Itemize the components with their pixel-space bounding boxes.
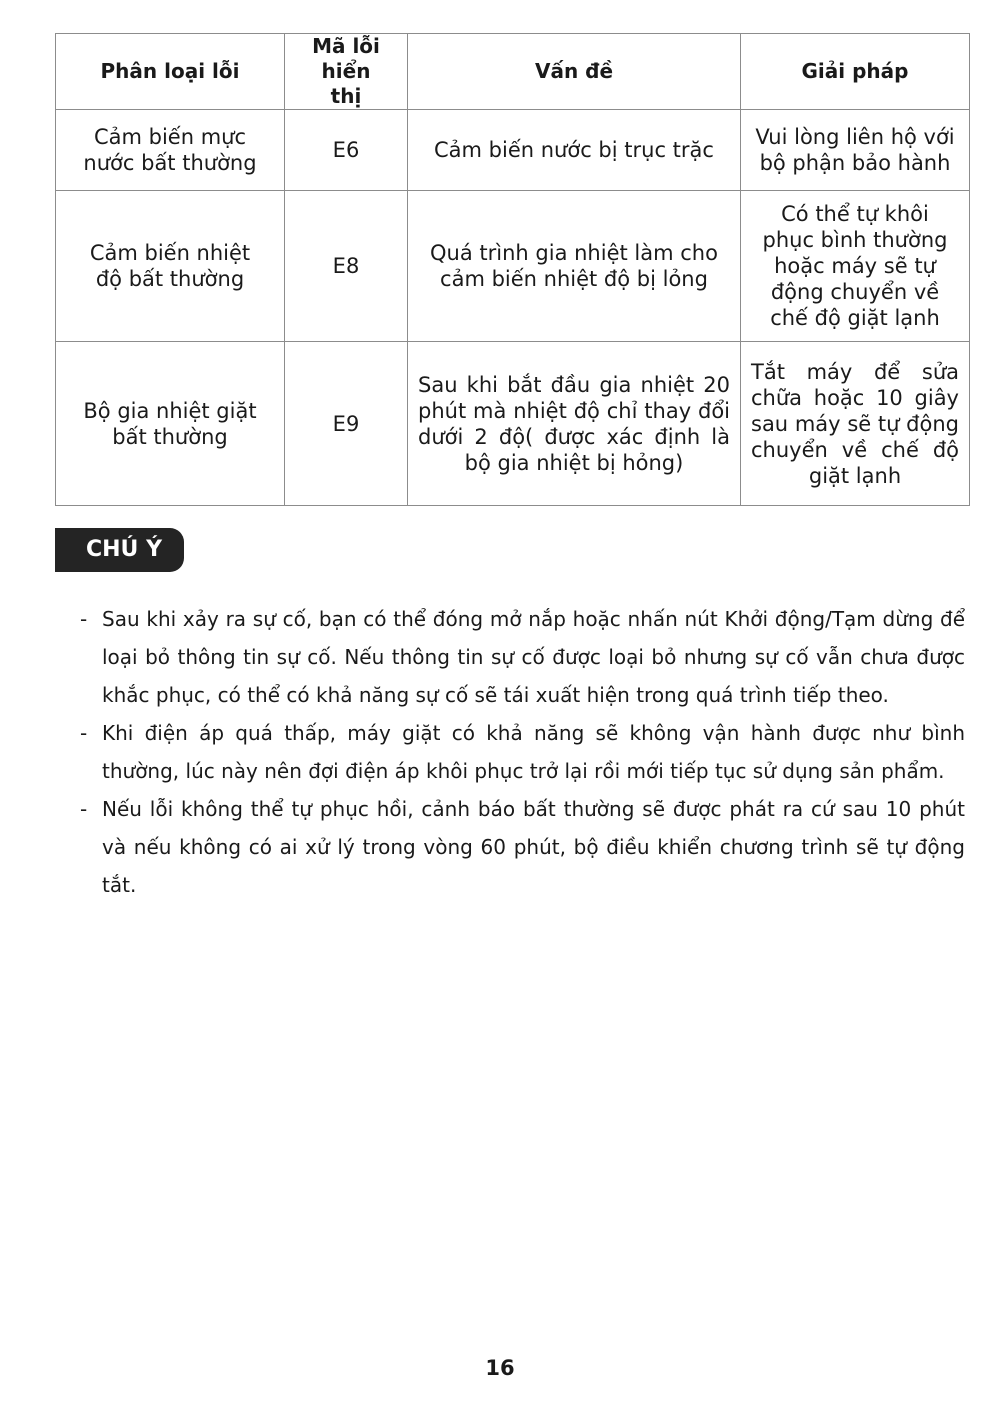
table-row xyxy=(56,110,970,191)
cell-problem: Quá trình gia nhiệt làm cho cảm biến nhiệt độ bị lỏng xyxy=(408,191,741,342)
cell-solution: Tắt máy để sửa chữa hoặc 10 giây sau máy sẽ tự động chuyển về chế độ giặt lạnh xyxy=(741,342,970,506)
header-code: Mã lỗi hiển thị xyxy=(285,34,408,110)
cell-code: E8 xyxy=(285,191,408,342)
table-row xyxy=(56,342,970,506)
note-text: Sau khi xảy ra sự cố, bạn có thể đóng mở nắp hoặc nhấn nút Khởi động/Tạm dừng để loại bỏ thông tin sự cố. Nếu thông tin sự cố được loại bỏ nhưng sự cố vẫn chưa được khắc phục, có thể có khả năng sự cố sẽ tái xuất hiện trong quá trình tiếp theo. xyxy=(102,607,965,707)
header-solution: Giải pháp xyxy=(741,34,970,110)
cell-problem: Sau khi bắt đầu gia nhiệt 20 phút mà nhiệt độ chỉ thay đổi dưới 2 độ( được xác định là bộ gia nhiệt bị hỏng) xyxy=(408,342,741,506)
cell-category: Cảm biến nhiệt độ bất thường xyxy=(56,191,285,342)
note-badge: CHÚ Ý xyxy=(55,528,184,572)
table-row xyxy=(56,191,970,342)
header-category: Phân loại lỗi xyxy=(56,34,285,110)
note-item xyxy=(80,714,965,790)
cell-category: Bộ gia nhiệt giặt bất thường xyxy=(56,342,285,506)
note-bullet: - xyxy=(80,607,88,631)
note-text: Khi điện áp quá thấp, máy giặt có khả năng sẽ không vận hành được như bình thường, lúc này nên đợi điện áp khôi phục trở lại rồi mới tiếp tục sử dụng sản phẩm. xyxy=(102,721,965,783)
note-item xyxy=(80,790,965,904)
cell-solution: Có thể tự khôi phục bình thường hoặc máy sẽ tự động chuyển về chế độ giặt lạnh xyxy=(741,191,970,342)
note-text: Nếu lỗi không thể tự phục hồi, cảnh báo bất thường sẽ được phát ra cứ sau 10 phút và nếu không có ai xử lý trong vòng 60 phút, bộ điều khiển chương trình sẽ tự động tắt. xyxy=(102,797,965,897)
cell-solution: Vui lòng liên hộ với bộ phận bảo hành xyxy=(741,110,970,191)
cell-code: E6 xyxy=(285,110,408,191)
cell-category: Cảm biến mực nước bất thường xyxy=(56,110,285,191)
header-problem: Vấn đề xyxy=(408,34,741,110)
table-header-row xyxy=(56,34,970,110)
note-list xyxy=(80,600,965,904)
cell-problem: Cảm biến nước bị trục trặc xyxy=(408,110,741,191)
error-code-table xyxy=(55,33,970,506)
page-number: 16 xyxy=(485,1356,515,1380)
note-bullet: - xyxy=(80,797,88,821)
note-bullet: - xyxy=(80,721,88,745)
cell-code: E9 xyxy=(285,342,408,506)
note-item xyxy=(80,600,965,714)
